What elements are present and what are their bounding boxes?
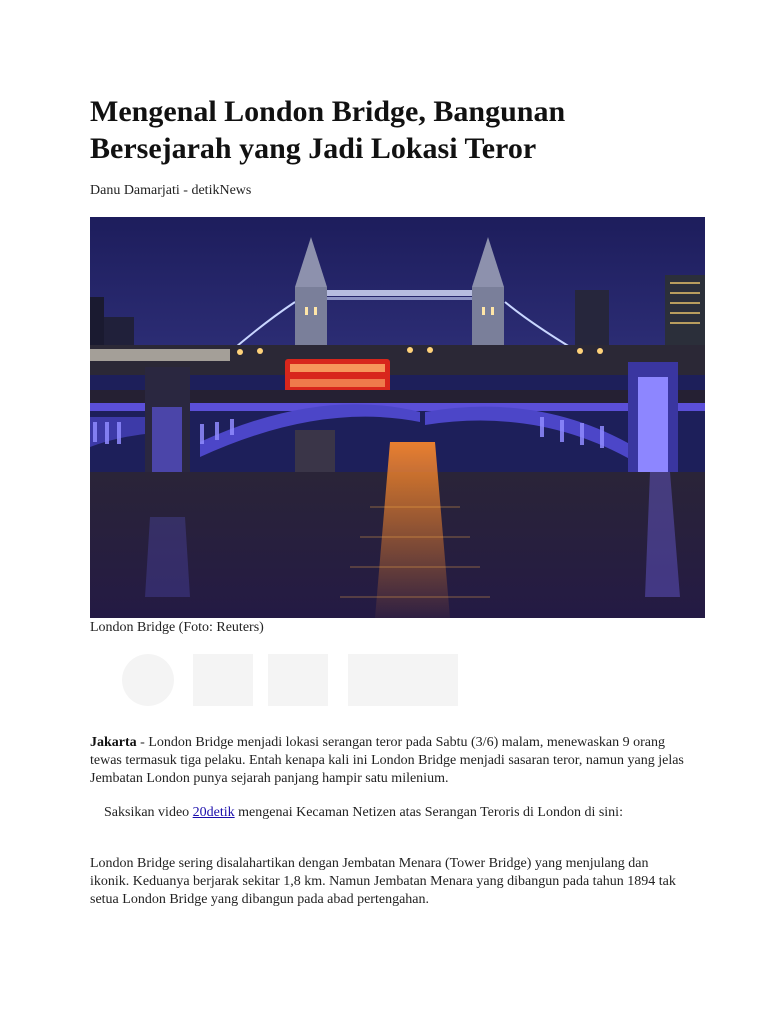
article-photo [90,217,705,618]
paragraph-3: London Bridge sering disalahartikan dengan Jembatan Menara (Tower Bridge) yang menjulang dan ikonik. Keduanya berjarak sekitar 1,8 km. Namun Jembatan Menara yang dibangun pada tahun 1894 tak setua London Bridge yang dibangun pada abad pertengahan. [90,856,676,907]
paragraph-2 [104,804,704,822]
article-title: Mengenal London Bridge, Bangunan Bersejarah yang Jadi Lokasi Teror [90,95,566,165]
london-bridge-photo [90,217,705,618]
paragraph-1-text: - London Bridge menjadi lokasi serangan teror pada Sabtu (3/6) malam, menewaskan 9 orang tewas termasuk tiga pelaku. Entah kenapa kali ini London Bridge menjadi sasaran teror, namun yang jelas Jembatan London punya sejarah panjang hampir satu milenium. [90,735,684,786]
paragraph-2-suffix: mengenai Kecaman Netizen atas Serangan Teroris di London di sini: [234,805,623,820]
20detik-link[interactable]: 20detik [192,805,235,820]
paragraph-lead: Jakarta [90,735,137,750]
paragraph-1 [90,734,690,788]
faded-watermark [118,640,468,720]
photo-caption: London Bridge (Foto: Reuters) [90,620,264,635]
paragraph-2-prefix: Saksikan video [104,805,193,820]
article-byline: Danu Damarjati - detikNews [90,183,252,198]
